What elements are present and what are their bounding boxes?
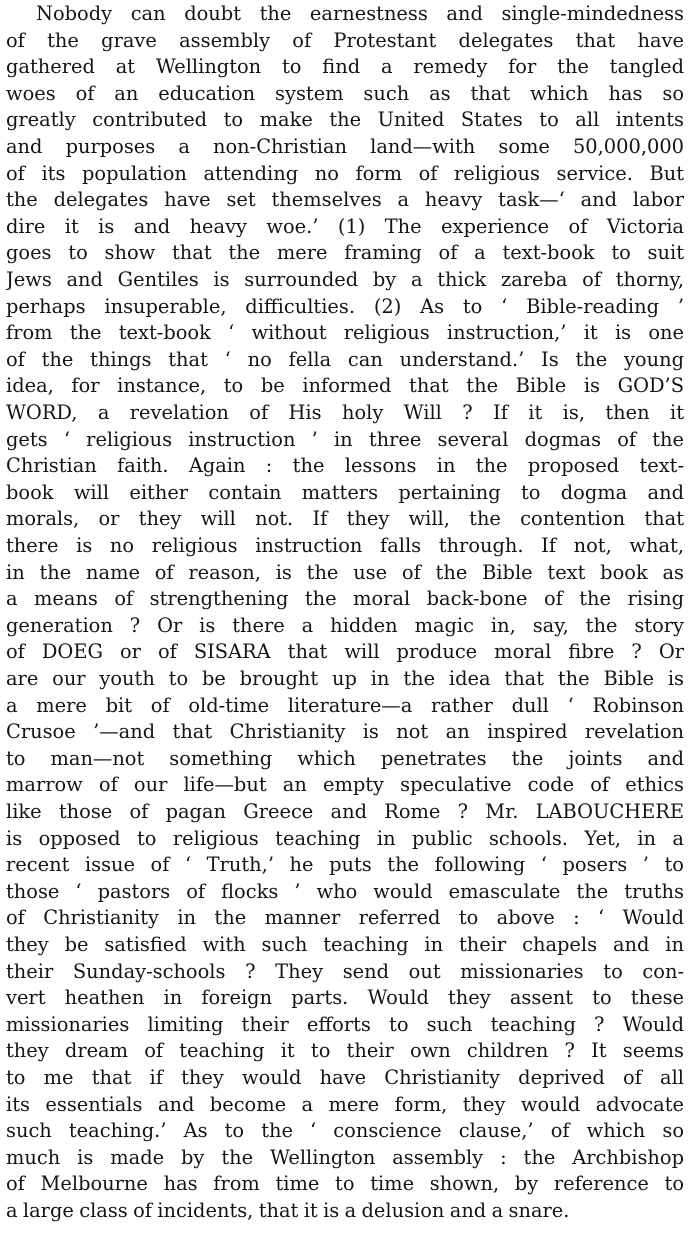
paragraph-line: much is made by the Wellington assembly : the Archbishop	[6, 1145, 684, 1169]
paragraph-line: book will either contain matters pertaining to dogma and	[6, 480, 684, 504]
paragraph-line: gathered at Wellington to find a remedy for the tangled	[6, 55, 684, 79]
paragraph-line: idea, for instance, to be informed that the Bible is GOD’S	[6, 374, 684, 398]
paragraph-line: gets ‘ religious instruction ’ in three several dogmas of the	[6, 427, 684, 451]
paragraph-line: such teaching.’ As to the ‘ conscience clause,’ of which so	[6, 1119, 684, 1143]
paragraph-line: to me that if they would have Christianity deprived of all	[6, 1066, 684, 1089]
paragraph-line: of Melbourne has from time to time shown, by reference to	[6, 1172, 684, 1196]
paragraph-line: a mere bit of old-time literature—a rather dull ‘ Robinson	[6, 693, 684, 717]
paragraph-line: of DOEG or of SISARA that will produce moral fibre ? Or	[6, 640, 684, 664]
paragraph-line: a large class of incidents, that it is a delusion and a snare.	[6, 1199, 570, 1222]
paragraph-line: and purposes a non-Christian land—with some 50,000,000	[6, 135, 684, 158]
paragraph-line: their Sunday-schools ? They send out missionaries to con-	[6, 959, 684, 983]
paragraph-line: Christian faith. Again : the lessons in the proposed text-	[6, 454, 684, 478]
paragraph-line: goes to show that the mere framing of a text-book to suit	[6, 241, 684, 265]
paragraph-line: of the grave assembly of Protestant delegates that have	[6, 28, 684, 52]
paragraph-line: is opposed to religious teaching in public schools. Yet, in a	[6, 826, 684, 850]
paragraph-line: of the things that ‘ no fella can understand.’ Is the young	[6, 347, 684, 371]
paragraph-line: they be satisfied with such teaching in their chapels and in	[6, 933, 684, 956]
paragraph-line: like those of pagan Greece and Rome ? Mr. LABOUCHERE	[6, 800, 684, 823]
paragraph-line: they dream of teaching it to their own children ? It seems	[6, 1039, 684, 1063]
paragraph-line: from the text-book ‘ without religious instruction,’ it is one	[6, 321, 684, 345]
paragraph-line: a means of strengthening the moral back-bone of the rising	[6, 587, 684, 611]
paragraph-line: those ‘ pastors of flocks ’ who would emasculate the truths	[6, 879, 684, 903]
paragraph-line: recent issue of ‘ Truth,’ he puts the following ‘ posers ’ to	[6, 853, 684, 877]
paragraph-line: WORD, a revelation of His holy Will ? If it is, then it	[6, 401, 684, 424]
paragraph-line: generation ? Or is there a hidden magic in, say, the story	[6, 613, 684, 637]
paragraph-line: dire it is and heavy woe.’ (1) The experience of Victoria	[6, 214, 684, 238]
paragraph-line: marrow of our life—but an empty speculative code of ethics	[6, 773, 684, 797]
paragraph-line: perhaps insuperable, difficulties. (2) As to ‘ Bible-reading ’	[6, 294, 684, 318]
paragraph-line: there is no religious instruction falls through. If not, what,	[6, 534, 684, 557]
paragraph-line: are our youth to be brought up in the idea that the Bible is	[6, 667, 684, 690]
paragraph-line: the delegates have set themselves a heavy task—‘ and labor	[6, 188, 684, 212]
paragraph-line: morals, or they will not. If they will, the contention that	[6, 507, 684, 531]
paragraph-line: vert heathen in foreign parts. Would they assent to these	[6, 986, 684, 1010]
paragraph-line: its essentials and become a mere form, they would advocate	[6, 1092, 684, 1116]
paragraph-line: greatly contributed to make the United States to all intents	[6, 108, 684, 132]
paragraph-line: of Christianity in the manner referred to above : ‘ Would	[6, 906, 684, 930]
paragraph-line: missionaries limiting their efforts to such teaching ? Would	[6, 1012, 684, 1036]
paragraph-line: Crusoe ’—and that Christianity is not an inspired revelation	[6, 720, 684, 744]
paragraph-first-line: Nobody can doubt the earnestness and single-mindedness	[36, 2, 684, 25]
paragraph-line: woes of an education system such as that which has so	[6, 81, 684, 105]
paragraph-line: of its population attending no form of religious service. But	[6, 161, 684, 185]
paragraph-line: in the name of reason, is the use of the Bible text book as	[6, 560, 684, 584]
paragraph-line: Jews and Gentiles is surrounded by a thick zareba of thorny,	[6, 268, 684, 291]
paragraph-line: to man—not something which penetrates the joints and	[6, 746, 684, 770]
